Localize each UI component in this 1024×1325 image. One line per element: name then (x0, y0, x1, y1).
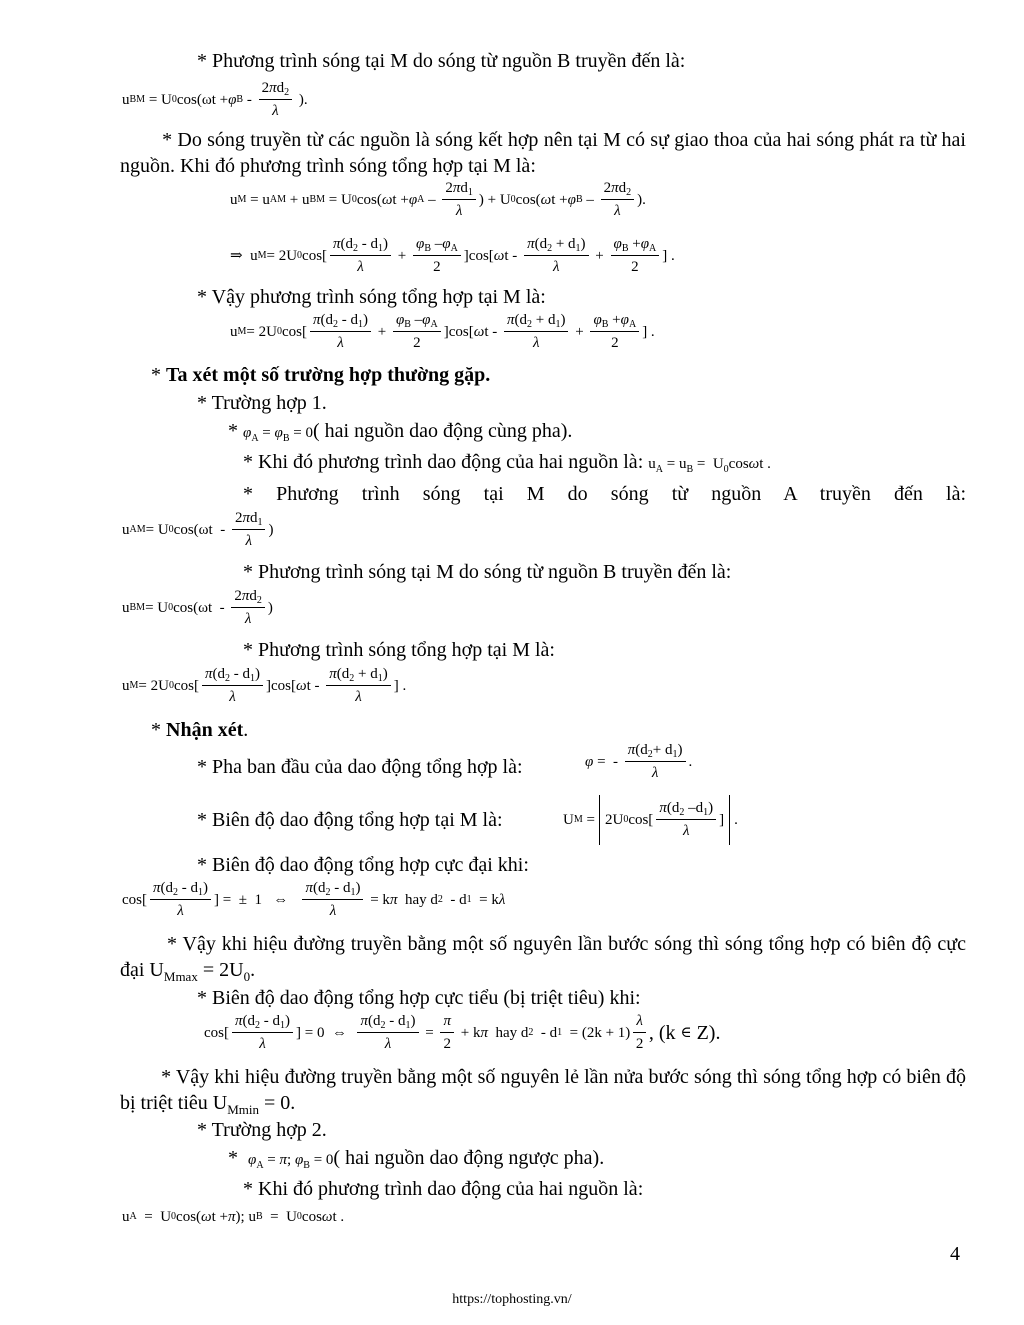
footer-url[interactable]: https://tophosting.vn/ (452, 1292, 572, 1307)
equation-ubm: u BM = U 0 cos(ωt + φ B - $2\pi d_2$ λ ). (122, 80, 308, 119)
equation-min-condition: cos[ $\pi(d_2 - d_1)$ λ ] = 0 ⇔ $\pi(d_2 - d_1)$ λ = π 2 + k π hay d 2 - d 1 = (2k + 1) λ 2 , (k ∈ Z). (204, 1013, 721, 1052)
equation-um-case1: u M = 2U 0 cos[ $\pi(d_2 - d_1)$ λ ]cos[ ω t - $\pi(d_2 + d_1)$ λ ] . (122, 666, 407, 705)
paragraph-interference: * Do sóng truyền từ các nguồn là sóng kết hợp nên tại M có sự giao thoa của hai sóng phát ra từ hai nguồn. Khi đó phương trình sóng tổng hợp tại M là: (120, 129, 966, 177)
paragraph-max: * Vậy khi hiệu đường truyền bằng một số nguyên lần bước sóng thì sóng tổng hợp có biên độ cực đại $U_{Mmax} = 2U_0$. (120, 933, 966, 984)
text-line: * Phương trình sóng tại M do sóng từ nguồn B truyền đến là: (243, 561, 732, 583)
section-heading: * Ta xét một số trường hợp thường gặp. (151, 364, 491, 386)
case2-condition: * $\varphi_A = \pi$; $\varphi_B = 0$( hai nguồn dao động ngược pha). (228, 1147, 605, 1171)
equation-um-sum: u M = u AM + u BM = U 0 cos( ω t + φ A – $2\pi d_1$ λ ) + U 0 cos( ω t + φ B – $2\pi d_2$ λ ). (230, 180, 646, 219)
text-line-phase: * Pha ban đầu của dao động tổng hợp là: (197, 756, 523, 778)
page-number: 4 (950, 1243, 960, 1265)
case1-condition: * $\varphi_A = \varphi_B = 0$( hai nguồn dao động cùng pha). (228, 420, 573, 444)
text-line: * Phương trình sóng tại M do sóng từ nguồn A truyền đến là: (243, 483, 966, 505)
equation-uam-case1: u AM = U 0 cos(ωt - $2\pi d_1$ λ ) (122, 510, 274, 549)
equation-um-product: ⇒ u M = 2U 0 cos[ $\pi(d_2 - d_1)$ λ + $\varphi_B$ $-\varphi_A$ 2 ]cos[ ω t - $\pi(d_2 + d_1)$ λ + $\varphi_B +\varphi_A$ 2 ] . (230, 236, 675, 275)
equation-ubm-case1: u BM = U 0 cos(ωt - $2\pi d_2$ λ ) (122, 588, 273, 627)
equation-amplitude: U M = 2U 0 cos[ $\pi(d_2$ $-d_1$) λ ] . (563, 795, 738, 845)
section-heading: * Nhận xét. (151, 719, 249, 741)
equation-phase: φ = - $\pi(d_2+ d_1)$ λ . (585, 742, 693, 781)
text-line-amplitude: * Biên độ dao động tổng hợp tại M là: (197, 809, 503, 831)
equation-max-condition: cos[ $\pi(d_2 - d_1)$ λ ] = ± 1 ⇔ $\pi(d_2 - d_1)$ λ = k π hay d 2 - d 1 = k λ (122, 880, 506, 919)
text-line: * Phương trình sóng tại M do sóng từ nguồn B truyền đến là: (197, 50, 686, 72)
text-line: * Vậy phương trình sóng tổng hợp tại M là: (197, 286, 546, 308)
text-line: * Phương trình sóng tổng hợp tại M là: (243, 639, 555, 661)
equation-sources-case2: u A = U 0 cos( ω t + π ); u B = U 0 cos ω t . (122, 1209, 345, 1225)
equation-um-result: u M = 2U 0 cos[ $\pi(d_2 - d_1)$ λ + $\varphi_B$ $-\varphi_A$ 2 ]cos[ ω t - $\pi(d_2 + d_1)$ λ + $\varphi_B +\varphi_A$ 2 ] . (230, 312, 655, 351)
paragraph-min: * Vậy khi hiệu đường truyền bằng một số nguyên lẻ lần nửa bước sóng thì sóng tổng hợp có biên độ bị triệt tiêu $U_{Mmin} = 0$. (120, 1066, 967, 1117)
text-line: * Trường hợp 2. (197, 1119, 327, 1141)
text-line: * Biên độ dao động tổng hợp cực tiểu (bị triệt tiêu) khi: (197, 987, 641, 1009)
text-line: * Trường hợp 1. (197, 392, 327, 414)
text-line: * Khi đó phương trình dao động của hai nguồn là: (243, 1178, 644, 1200)
text-line: * Biên độ dao động tổng hợp cực đại khi: (197, 854, 529, 876)
text-line: * Khi đó phương trình dao động của hai nguồn là: $u_A = u_B = U_0\cos\omega t$ . (243, 451, 771, 475)
